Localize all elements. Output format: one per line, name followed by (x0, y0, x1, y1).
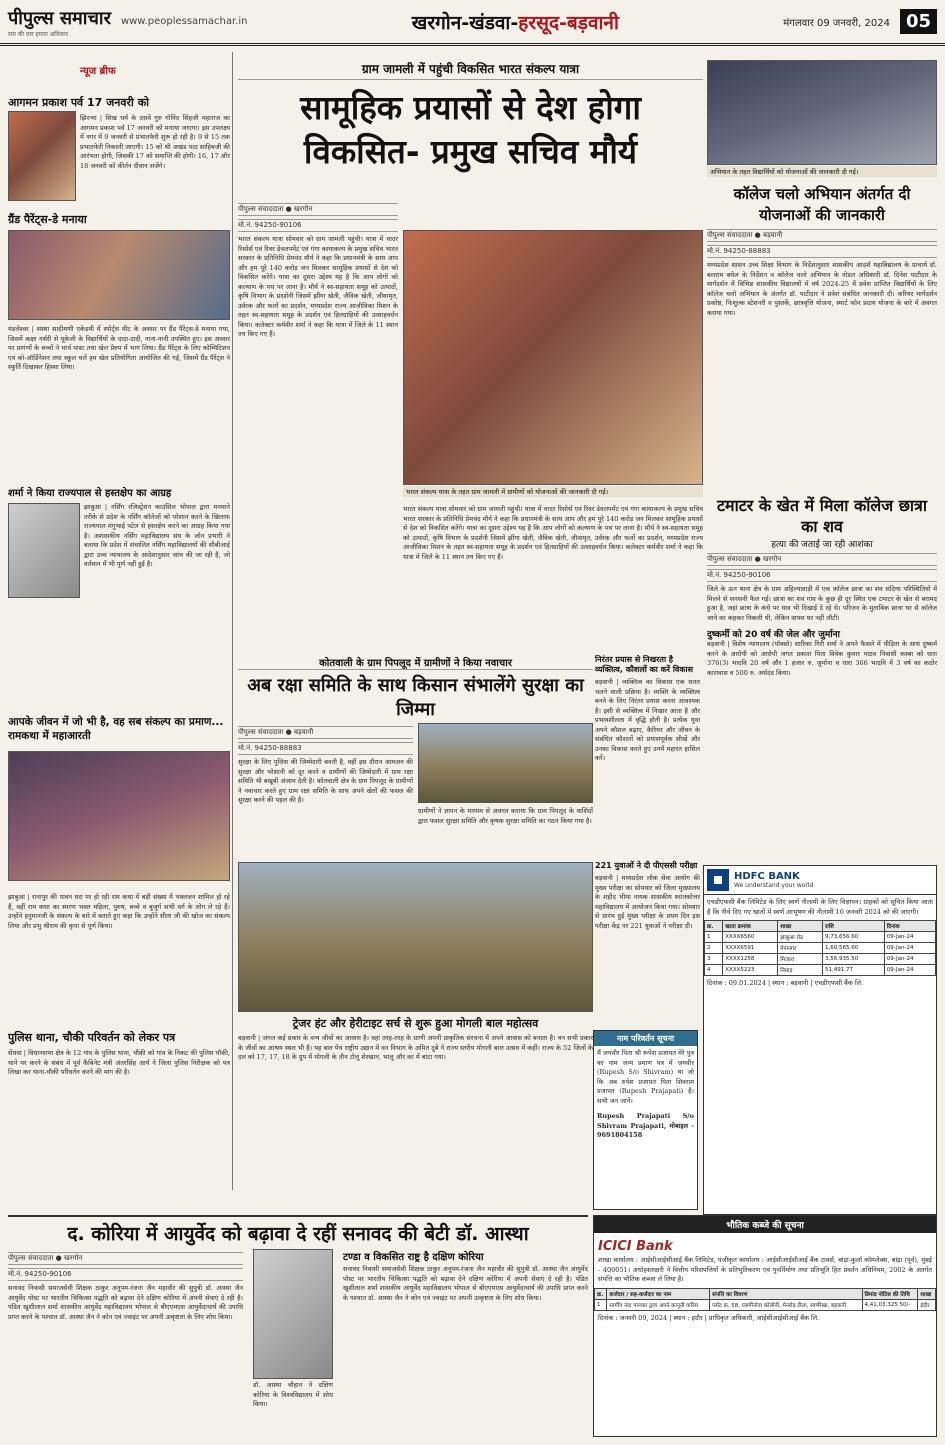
brief-body: झिरन्या | सिख धर्म के दसवें गुरु गोविंद सिंहजी महाराज का आगमन प्रकाश पर्व 17 जनवरी को मनाया जाएगा। इस उपलक्ष्य में नगर में 9 जनवरी से प्रभातफेरी शुरू हो रही है। 9 से 15 तक प्रभातफेरी निकाली जाएगी। 15 को श्री अखंड पाठ साहिबजी की आरंभता होगी, जिसकी 17 को समाप्ति की होगी। 16, 17 और 18 जनवरी को कीर्तन दीवान सजेंगे। (80, 114, 230, 170)
page-number: 05 (900, 9, 937, 34)
vikas-body: बड़वानी | व्यक्तित्व का विकास एक सतत चलने वाली प्रक्रिया है। व्यक्ति के व्यक्तित्व बनने के लिए निरंतर प्रयास करना आवश्यक है। इसी से व्यक्तित्व में निखार आता है और प्रभावशीलता में वृद्धि होती है। प्रत्येक युवा अपने कौशल बढ़ाए, कैरियर और जीवन के संबंधित कौशलों को प्रयासपूर्वक सीखें और उनका विकास करते हुए उनमें महारत हासिल करें। (595, 678, 700, 762)
site-url[interactable]: www.peoplessamachar.in (120, 16, 248, 27)
brand-tag: सच की धार हमारा अधिकार (8, 30, 69, 38)
kisan-photo (418, 723, 593, 803)
tomato-sub: हत्या की जताई जा रही आशंका (771, 540, 873, 550)
table-header-cell: खाता क्रमांक (723, 921, 778, 932)
ramkatha-photo (8, 751, 230, 881)
icici-notice: शाखा कार्यालय : आईसीआईसीआई बैंक लिमिटेड, पंजीकृत कार्यालय : आईसीआईसीआई बैंक टावर्स, बांद्रा-कुर्ला कॉम्प्लेक्स, बांद्रा (पूर्व), मुंबई - 400051। अधोहस्ताक्षरी ने वित्तीय परिसंपत्तियों के प्रतिभूतिकरण एवं पुनर्निर्माण तथा प्रतिभूति हित प्रवर्तन अधिनियम, 2002 के अंतर्गत संपत्ति का भौतिक कब्जा ले लिया है। (598, 1256, 932, 1283)
icici-notice-title: भौतिक कब्जे की सूचना (594, 1216, 936, 1233)
college-photo (707, 60, 937, 165)
brief-nursing-sharma (8, 485, 230, 715)
table-cell: नेपानगर (778, 943, 823, 954)
edition-title (258, 9, 774, 35)
vikas-story (595, 655, 700, 855)
treasure-photo (238, 862, 593, 1012)
grandparents-day-photo (8, 230, 230, 320)
icici-footer: दिनांक : जनवरी 09, 2024 | स्थान : इंदौर | प्राधिकृत अधिकारी, आईसीआईसीआई बैंक लि. (598, 1313, 820, 1322)
table-header-cell: शाखा (778, 921, 823, 932)
hdfc-logo-icon (707, 869, 729, 891)
brief-body: झाबुआ | नर्सिंग रजिस्ट्रेशन काउंसिल भोपाल द्वारा मनमाने तरीके से प्रदेश के नर्सिंग कॉलेजों को परेशान करने के खिलाफ राज्यपाल मंगुभाई पटेल से हस्तक्षेप करने का आग्रह किया गया है। अशासकीय नर्सिंग महाविद्यालय संघ के जोन प्रभारी ने बताया कि प्रदेश में संचालित नर्सिंग महाविद्यालयों की सीबीआई द्वारा उच्च न्यायालय के आदेशानुसार जांच की जा रही है, जो वर्तमान में भी पूर्ण नहीं हुई है। (84, 503, 230, 568)
table-cell: 9,73,656.60 (822, 932, 884, 943)
brief-ramkatha (8, 715, 230, 1000)
table-cell: 51,491.77 (822, 965, 884, 976)
kisan-story (238, 655, 593, 860)
ayurveda-sub: टण्डा व विकसित राष्ट्र है दक्षिण कोरिया (343, 1252, 484, 1263)
table-cell: इंदौर (918, 1299, 936, 1310)
icici-table-header (595, 1288, 936, 1299)
tomato-headline: टमाटर के खेत में मिला कॉलेज छात्रा का शव (716, 496, 928, 536)
college-caption: अभियान के तहत विद्यार्थियों को योजनाओं की जानकारी दी गई। (707, 166, 937, 177)
tomato-body: जिले के ऊन थाना क्षेत्र के ग्राम अहिल्यावाड़ी में एक कॉलेज छात्रा का शव संदिग्ध परिस्थितियों में मिलने से सनसनी फैल गई। छात्रा का शव गांव के कुछ ही दूर स्थित एक टमाटर के खेत से बरामद हुआ है, जहां छात्रा के कंधे पर घाव भी दिखाई दे रहे थे। परिजन के मुताबिक छात्रा घर से कॉलेज जाने का कहकर निकली थी, लेकिन वापस घर नहीं लौटी। (707, 585, 937, 622)
kisan-kicker: कोतवाली के ग्राम पिपलूद में ग्रामीणों ने किया नवाचार (238, 655, 593, 670)
treasure-body: बड़वानी | जंगल कई प्रकार के वन्य जीवों का आवास है। वहां तरह-तरह के प्राणी अपनी प्राकृतिक संरचना में अपने आवास को बनाता है। वन सभी प्रकार के जीवों का आश्रय स्थल भी है। यह बात पेंच राष्ट्रीय उद्यान में वन विभाग के अमित दुबे ने राज्य स्तरीय मोगली बाल उत्सव में कहीं। राज्य के 52 जिलों के दल को 17, 17, 18 के ग्रुप में मोगली के तीन टोलू शेरखान, भालू और का में बांटा गया। (238, 1034, 593, 1061)
kisan-text-column (238, 723, 413, 806)
brief-body: सेंधवा | विधानसभा क्षेत्र के 12 गांव के पुलिस थाना, चौकी को गांव के निकट की पुलिस चौकी, थाने पर करने के संबंध में पूर्व कैबिनेट मंत्री अंतरसिंह आर्य ने जिला पुलिस निरीक्षक को पत्र लिखा कर थाना-चौकी परिवर्तन करने की मांग की है। (8, 1049, 230, 1076)
hdfc-ad (703, 865, 937, 1215)
lead-byline: पीपुल्स संवाददाता ● खरगोन (238, 203, 398, 216)
college-mobile: मो.नं. 94250-88883 (707, 245, 937, 258)
table-cell: 4 (705, 965, 723, 976)
lead-kicker: ग्राम जामली में पहुंची विकसित भारत संकल्प यात्रा (238, 60, 703, 80)
psc-story (595, 860, 700, 1025)
lead-body: भारत संकल्प यात्रा सोमवार को ग्राम जामली पहुंची। यात्रा में चादर रिसोर्स एवं रिवर डेवलपमेंट एवं गंगा कायाकल्प के प्रमुख सचिव भारत सरकार के प्रतिनिधि प्रेमचंद मौर्य ने कहा कि प्रधानमंत्री के साथ आप और हम पूरे 140 करोड़ जन मिलकर सामूहिक प्रयासों से देश को विकसित करेंगे। यात्रा का दूसरा उद्देश्य यह है कि आप लोगों को कल्याण के पथ पर लाना है। मौर्य ने स्व-सहायता समूह को उत्पादों, कृषि विभाग के प्रदर्शनी जिसमें झींगा खेती, जैविक खेती, जीवामृत, उर्वरक और फलों का प्रदर्शन, मध्यप्रदेश राज्य आजीविका मिशन के तहत स्व-सहायता समूह के प्रदर्शन एवं हितग्राहियों की उत्साहवर्धन किया। कलेक्टर कर्मवीर शर्मा ने कहा कि यात्रा में जिले के 11 स्थान तय किए गए हैं। (238, 235, 398, 338)
icici-ad (593, 1215, 937, 1437)
hdfc-table (704, 920, 936, 976)
tomato-body2: बड़वानी | विशेष न्यायालय (पॉक्सो) सारिका गिरी शर्मा ने अपने फैसले में पीड़िता के साथ दुष्कर्म करने के आरोपी को आरोपी जगत प्रकाश पिता विवेक कुमार पाठव निवासी कस्बा को धारा 376(3) भादवि 20 वर्ष और 1 हजार रु. जुर्माना व धारा 366 भादवि में 3 वर्ष का कठोर कारावास व 500 रु. अर्थदंड किया। (707, 640, 937, 677)
tomato-byline: पीपुल्स संवाददाता ● खरगोन (707, 553, 937, 566)
brief-grandparents-day (8, 212, 230, 482)
treasure-story (238, 862, 593, 1212)
brief-title: शर्मा ने किया राज्यपाल से हस्तक्षेप का आग्रह (8, 488, 172, 499)
table-cell: 4,41,03,325.50/- (862, 1299, 918, 1310)
ayurveda-portrait-photo (253, 1249, 333, 1379)
hdfc-table-header (705, 921, 936, 932)
lead-body-continued: भारत संकल्प यात्रा सोमवार को ग्राम जामली पहुंची। यात्रा में चादर रिसोर्स एवं रिवर डेवलपमेंट एवं गंगा कायाकल्प के प्रमुख सचिव भारत सरकार के प्रतिनिधि प्रेमचंद मौर्य ने कहा कि प्रधानमंत्री के साथ आप और हम पूरे 140 करोड़ जन मिलकर सामूहिक प्रयासों से देश को विकसित करेंगे। यात्रा का दूसरा उद्देश्य यह है कि आप लोगों को कल्याण के पथ पर लाना है। मौर्य ने स्व-सहायता समूह को उत्पादों, कृषि विभाग के प्रदर्शनी जिसमें झींगा खेती, जैविक खेती, जीवामृत, उर्वरक और फलों का प्रदर्शन, मध्यप्रदेश राज्य आजीविका मिशन के तहत स्व-सहायता समूह के प्रदर्शन एवं हितग्राहियों की उत्साहवर्धन किया। कलेक्टर कर्मवीर शर्मा ने कहा कि यात्रा में जिले के 11 स्थान तय किए गए हैं। (403, 505, 703, 561)
brief-title: आपके जीवन में जो भी है, वह सब संकल्प का प्रमाण... रामकथा में महाआरती (8, 716, 224, 742)
table-cell: XXXX6560 (723, 932, 778, 943)
treasure-headline: ट्रेजर हंट और हेरीटाइट सर्च से शुरू हुआ मोगली बाल महोत्सव (292, 1017, 539, 1030)
hdfc-name: HDFC BANK (734, 871, 800, 882)
kisan-byline: पीपुल्स संवाददाता ● बड़वानी (238, 726, 413, 739)
ayurveda-text-column (8, 1249, 243, 1322)
lead-headline: सामूहिक प्रयासों से देश होगा विकसित- प्रमुख सचिव मौर्य (300, 88, 641, 171)
ayurveda-body-continued: सनावद निवासी समाजसेवी शिक्षक ठाकुर अनूपम-रंजना जैन महावीर की सुपुत्री डॉ. आस्था जैन आयुर्वेद पोस्ट पर भारतीय चिकित्सा पद्धति को बढ़ावा देने दक्षिण कोरिया में अपनी सेवाएं दे रही है। पंडित खुशीलाल शर्मा शासकीय आयुर्वेद महाविद्यालय भोपाल से बीएएमएस आयुर्वेदाचार्य की उपाधि प्राप्त करने के पश्चात डॉ. आस्था जैन ने कोन एवं ज्वाइंट पर अपनी उत्कृष्टता के लिए शोध किया। (343, 1265, 588, 1302)
brand-logo (8, 6, 111, 38)
table-cell: मिजारा (778, 954, 823, 965)
kisan-body: सुरक्षा के लिए पुलिस की जिम्मेदारी बनती है, वहीं इस दौरान आमजन की सुरक्षा और परेशानी को दूर करने व ग्रामीणों की जिम्मेदारी में ग्राम रक्षा समिति भी बखूबी अंजाम देती है। कोतवाली क्षेत्र के ग्राम पिपलूद के ग्रामीणों ने नवाचार करते हुए ग्राम रक्षा समिति के साथ अपने खेतों की फसल की सुरक्षा करने की पहल की है। (238, 758, 413, 804)
icici-logo (594, 1233, 936, 1256)
guru-portrait-photo (8, 111, 76, 201)
hdfc-footer: दिनांक : 09.01.2024 | स्थान : बड़वानी | एचडीएफसी बैंक लि. (707, 979, 864, 987)
table-cell: निमाड़ (778, 965, 823, 976)
table-header-cell: क्र. (705, 921, 723, 932)
ayurveda-byline: पीपुल्स संवाददाता ● खरगोन (8, 1252, 243, 1265)
edition-highlight: हरसूद-बड़वानी (518, 11, 619, 34)
brief-title: पुलिस थाना, चौकी परिवर्तन को लेकर पत्र (8, 1031, 176, 1044)
ayurveda-mobile: मो.नं. 94250-90106 (8, 1268, 243, 1281)
lead-text-column (238, 200, 398, 340)
brand-name: पीपुल्स समाचार (8, 7, 111, 29)
brief-body: झाबुआ | रानापुर की पावन धरा पर हो रही राम कथा में बड़ी संख्या में भक्तजन शामिल हो रहे हैं, वहीं राम कथा का स्मरण भक्त महिला, पुरुष, बच्चे व बुजुर्ग सभी वर्ग के लोग ले रहे हैं। उन्होंने हनुमानजी के संकल्प के बारे में बताते हुए कहा कि उन्होंने सीता जी की खोज का संकल्प लिया और प्रभु श्रीराम की कृपा से पूर्ण किया। (8, 893, 230, 930)
table-row (705, 932, 936, 943)
kisan-caption: ग्रामीणों ने ज्ञापन के माध्यम से अवगत कराया कि ग्राम पिपलूद के वाशिंदों द्वारा फसल सुरक्षा समिति और कृषक सुरक्षा समिति का गठन किया गया है। (418, 807, 593, 825)
column-rule (232, 52, 233, 1190)
kisan-headline: अब रक्षा समिति के साथ किसान संभालेंगे सुरक्षा का जिम्मा (247, 675, 584, 720)
table-cell: स्वर्गीय नंदा पानकर द्वारा अपने कानूनी वारिस (607, 1299, 710, 1310)
tomato-mobile: मो.नं. 94250-90106 (707, 569, 937, 582)
brief-title: आगमन प्रकाश पर्व 17 जनवरी को (8, 96, 150, 109)
name-change-title: नाम परिवर्तन सूचना (594, 1031, 697, 1046)
ayurveda-photo-caption: डॉ. आस्था चौहान ने दक्षिण कोरिया के विश्वविद्यालय में शोध किया। (253, 1381, 333, 1408)
college-headline: कॉलेज चलो अभियान अंतर्गत दी योजनाओं की जानकारी (733, 185, 911, 224)
lead-story (238, 60, 703, 650)
table-cell: 2 (705, 943, 723, 954)
ayurveda-body: सनावद निवासी समाजसेवी शिक्षक ठाकुर अनूपम-रंजना जैन महावीर की सुपुत्री डॉ. आस्था जैन आयुर्वेद पोस्ट पर भारतीय चिकित्सा पद्धति को बढ़ावा देने दक्षिण कोरिया में अपनी सेवाएं दे रही है। पंडित खुशीलाल शर्मा शासकीय आयुर्वेद महाविद्यालय भोपाल से बीएएमएस आयुर्वेदाचार्य की उपाधि प्राप्त करने के पश्चात डॉ. आस्था जैन ने कोन एवं ज्वाइंट पर अपनी उत्कृष्टता के लिए शोध किया। (8, 1284, 243, 1321)
table-cell: 09-Jan-24 (884, 954, 935, 965)
table-row (705, 965, 936, 976)
hdfc-logo (704, 866, 936, 895)
brief-police-station (8, 1030, 230, 1190)
table-cell: 09-Jan-24 (884, 965, 935, 976)
tomato-sub2: दुष्कर्मी को 20 वर्ष की जेल और जुर्माना (707, 630, 840, 640)
table-cell: 09-Jan-24 (884, 943, 935, 954)
table-cell: 1,60,565.60 (822, 943, 884, 954)
lead-photo (403, 230, 703, 485)
hdfc-slogan: We understand your world (734, 882, 814, 889)
college-body: मध्यप्रदेश शासन उच्च शिक्षा विभाग के निर्देशानुसार शासकीय आदर्श महाविद्यालय के प्राचार्य डॉ. बलराम बघेल के निर्देशन व कॉलेज चलो अभियान के नोडल अधिकारी डॉ. दिनेश पाटीदार के मार्गदर्शन में विभिन्न शासकीय विद्यालयों में वर्ष 2024-25 में प्रवेश प्राप्तित विद्यार्थियों के लिए कॉलेज चलो अभियान के अंतर्गत डॉ. पाटीदार ने प्रवेश संबंधित जानकारी दी। करियर मार्गदर्शन प्रकोष्ठ, निःशुल्क स्टेशनरी व पुस्तकें, छात्रवृत्ति योजना, स्मार्ट फोन प्रदाय योजना के बारे में अवगत कराया गया। (707, 261, 937, 317)
table-cell: 1 (705, 932, 723, 943)
edition-prefix: खरगोन-खंडवा- (411, 11, 519, 34)
tomato-story (707, 495, 937, 860)
college-story (707, 60, 937, 490)
table-header-cell: दिनांक (884, 921, 935, 932)
table-header-cell: डिमांड नोटिस की तिथि (862, 1288, 918, 1299)
vikas-title: निरंतर प्रयास से निखरता है व्यक्तित्व, कौशलों का करें विकास (595, 655, 693, 674)
lead-caption: भारत संकल्प यात्रा के तहत ग्राम जामली में ग्रामीणों को योजनाओं की जानकारी दी गई। (403, 486, 703, 497)
table-cell: 3 (705, 954, 723, 965)
table-header-cell: क्र. (595, 1288, 607, 1299)
table-cell: झाबुआ रोड (778, 932, 823, 943)
name-change-sign: Rupesh Prajapati S/o Shivram Prajapati, मोबाइल - 9691804158 (597, 1112, 694, 1139)
table-cell: XXXX5223 (723, 965, 778, 976)
masthead (0, 0, 945, 46)
table-cell: XXXX1258 (723, 954, 778, 965)
table-header-cell: कर्जदार / सह-कर्जदार का नाम (607, 1288, 710, 1299)
name-change-notice (593, 1030, 698, 1210)
table-cell: प्लॉट क्र. 58, एसपीनोवा कॉलोनी, मेनरोड़ टीला, स्वर्णरेखा, बड़वानी (710, 1299, 862, 1310)
table-cell: 3,56,935.50 (822, 954, 884, 965)
table-cell: 09-Jan-24 (884, 932, 935, 943)
ayurveda-headline: द. कोरिया में आयुर्वेद को बढ़ावा दे रहीं सनावद की बेटी डॉ. आस्था (8, 1215, 588, 1246)
sharma-portrait-photo (8, 503, 80, 598)
lead-mobile: मो.नं. 94250-90106 (238, 219, 398, 232)
name-change-body: मैं जयवीर पिता श्री रूपेश प्रजापत मेरे पुत्र का नाम जन्म प्रमाण पत्र में जयवीर (Rupesh S/o Shivram) था जो कि अब रुपेश प्रजापत पिता शिवराम प्रजापत (Rupesh Prajapati) है। सभी जन जानें। (597, 1049, 694, 1105)
brief-title: ग्रैंड पैरेंट्स-डे मनाया (8, 213, 87, 226)
kisan-mobile: मो.नं. 94250-88883 (238, 742, 413, 755)
ayurveda-story (8, 1215, 588, 1437)
news-brief-label: न्यूज ब्रीफ (80, 66, 116, 77)
table-cell: 1 (595, 1299, 607, 1310)
table-row (705, 954, 936, 965)
table-cell: XXXX6591 (723, 943, 778, 954)
issue-date: मंगलवार 09 जनवरी, 2024 (783, 17, 890, 29)
table-row (705, 943, 936, 954)
college-byline: पीपुल्स संवाददाता ● बड़वानी (707, 229, 937, 242)
icici-table (594, 1288, 936, 1311)
table-header-cell: शाखा (918, 1288, 936, 1299)
table-header-cell: संपत्ति का विवरण (710, 1288, 862, 1299)
psc-body: बड़वानी | मध्यप्रदेश लोक सेवा आयोग की मुख्य परीक्षा का सोमवार को जिला मुख्यालय के शहीद भीमा नायक शासकीय स्नातकोत्तर महाविद्यालय में आयोजन किया गया। सोमवार से प्रारंभ हुई मुख्य परीक्षा के प्रथम दिन इस परीक्षा केंद्र पर 221 युवाओं ने परीक्षा दी। (595, 874, 700, 930)
icici-name: ICICI Bank (598, 1239, 673, 1254)
brief-body: मंडलेश्वर | संस्था सादीमणी एकेडमी में स्पोर्ट्स मीट के अवसर पर ग्रैंड पैरेंट्स-डे मनाया गया, जिसमें कक्षा नर्सरी से यूकेजी के विद्यार्थियों के दादा-दादी, नाना-नानी उपस्थित हुए। इस अवसर पर प्रागंणों के बच्चों ने मार्च पास्ट तथा खेल प्रेरुप में भाग लिया। ग्रैंड पैरेंट्स के लिए कोम्पिटिशन एवं को-ऑर्डिनेशन तथा स्कूल चलें हम खेल प्रतियोगिता आयोजित की गई, जिसमें ग्रैंड पैरेंट्स ने स्फूर्ति दिखाकर हिस्सा लिया। (8, 325, 230, 371)
brief-prakash-parv (8, 95, 230, 225)
psc-title: 221 युवाओं ने दी पीएससी परीक्षा (595, 861, 698, 870)
hdfc-notice: एचडीएफसी बैंक लिमिटेड के लिए स्वर्ण नीलामी के लिए विज्ञापन। ग्राहकों को सूचित किया जाता है कि नीचे दिए गए खातों में स्वर्ण आभूषण की नीलामी 16 जनवरी 2024 को की जाएगी। (707, 898, 933, 916)
table-header-cell: राशि (822, 921, 884, 932)
table-row (595, 1299, 936, 1310)
